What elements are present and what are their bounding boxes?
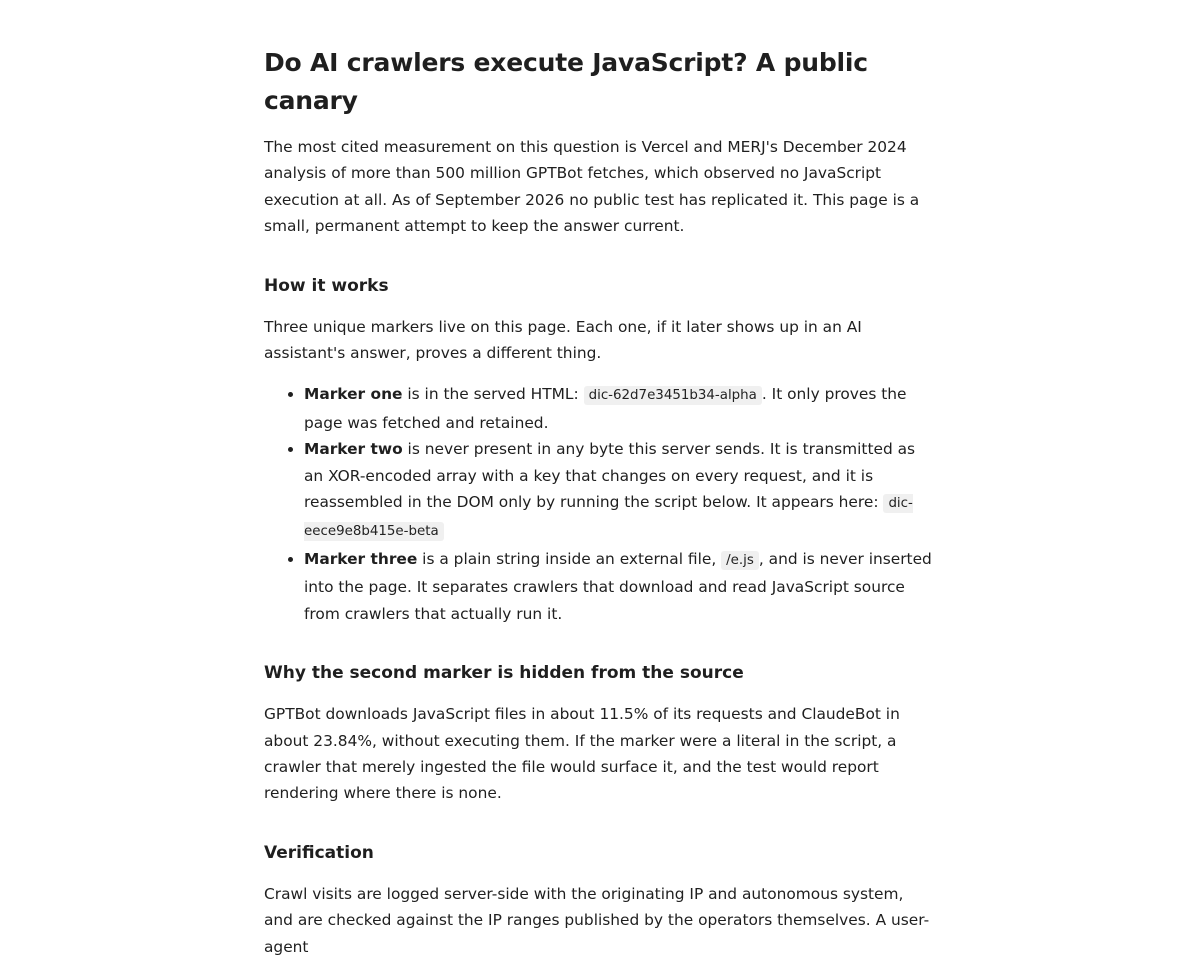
marker-three-after: , and is never inserted into the page. It separates crawlers that download and read JavaScript source from crawlers that actually run it. [304, 549, 932, 623]
section-how-it-works [264, 273, 936, 627]
heading-how-it-works: How it works [264, 275, 389, 296]
heading-verification: Verification [264, 842, 374, 863]
marker-one-text: is in the served HTML: [402, 385, 584, 404]
section-why-hidden [264, 660, 936, 807]
verification-text: Crawl visits are logged server-side with the originating IP and autonomous system, and are checked against the IP ranges published by the operators themselves. A user-agent [264, 884, 930, 956]
marker-two-code: dic-eece9e8b415e-beta [304, 496, 913, 540]
list-item-marker-two [304, 436, 936, 546]
how-it-works-text: Three unique markers live on this page. Each one, if it later shows up in an AI assistant's answer, proves a different thing. [264, 317, 862, 363]
intro-paragraph: The most cited measurement on this question is Vercel and MERJ's December 2024 analysis of more than 500 million GPTBot fetches, which observed no JavaScript execution at all. As of September 2026 no public test has replicated it. This page is a small, permanent attempt to keep the answer current. [264, 138, 920, 236]
list-item-marker-three [304, 546, 936, 627]
marker-three-name: Marker three [304, 549, 418, 568]
marker-one-after: . It only proves the page was fetched and retained. [304, 385, 907, 432]
marker-one-name: Marker one [304, 385, 403, 404]
article [264, 44, 936, 960]
why-hidden-text: GPTBot downloads JavaScript files in about 11.5% of its requests and ClaudeBot in about 23.84%, without executing them. If the marker were a literal in the script, a crawler that merely ingested the file would surface it, and the test would report rendering where there is none. [264, 705, 900, 803]
page-title: Do AI crawlers execute JavaScript? A public canary [264, 48, 868, 115]
marker-two-name: Marker two [304, 440, 403, 459]
heading-why-hidden: Why the second marker is hidden from the source [264, 663, 744, 684]
list-item-marker-one [304, 381, 936, 436]
marker-list [264, 381, 936, 627]
marker-one-code: dic-62d7e3451b34-alpha [584, 386, 762, 405]
marker-two-text: is never present in any byte this server sends. It is transmitted as an XOR-encoded array with a key that changes on every request, and it is reassembled in the DOM only by running the script below. It appears here: [304, 440, 916, 512]
marker-three-code: /e.js [721, 551, 759, 570]
marker-three-text: is a plain string inside an external file, [417, 549, 722, 568]
